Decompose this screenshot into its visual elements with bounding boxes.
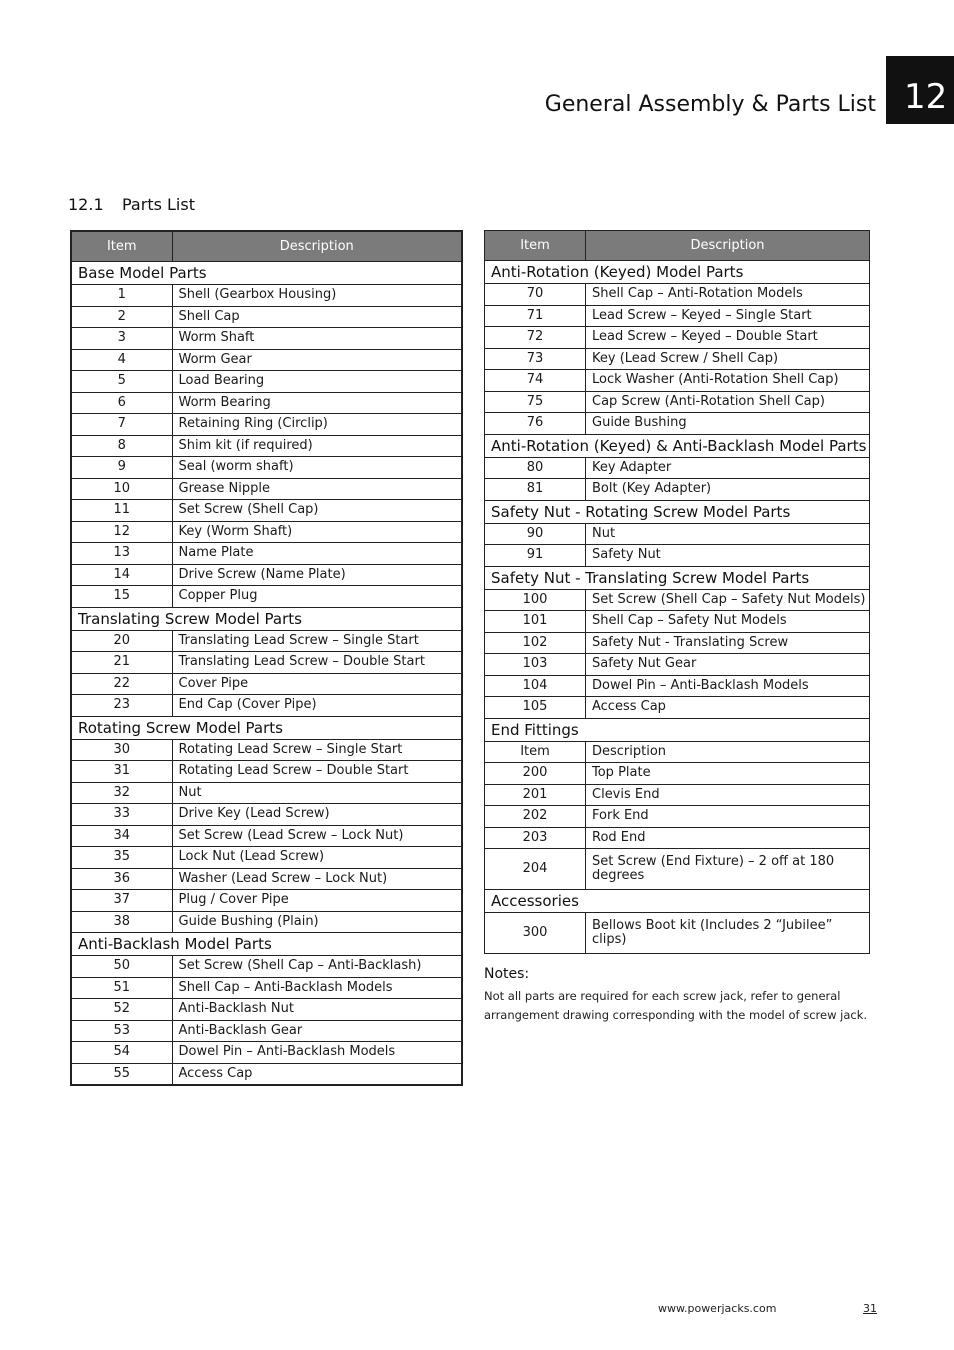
table-header-row — [71, 231, 462, 262]
group-header-row — [71, 716, 462, 739]
item-description: Copper Plug — [172, 586, 462, 608]
table-row — [485, 763, 870, 785]
table-row — [485, 784, 870, 806]
table-row — [71, 695, 462, 717]
item-description: Anti-Backlash Nut — [172, 999, 462, 1021]
item-number: 9 — [71, 457, 172, 479]
item-number: 104 — [485, 675, 586, 697]
item-number: 76 — [485, 413, 586, 435]
group-header-row — [485, 566, 870, 589]
item-description: Shell (Gearbox Housing) — [172, 285, 462, 307]
table-row — [485, 327, 870, 349]
item-description: Access Cap — [172, 1063, 462, 1085]
item-description: Drive Screw (Name Plate) — [172, 564, 462, 586]
item-description: Bellows Boot kit (Includes 2 “Jubilee” clips) — [586, 913, 870, 954]
item-description: Shell Cap – Safety Nut Models — [586, 611, 870, 633]
item-description: Cap Screw (Anti-Rotation Shell Cap) — [586, 391, 870, 413]
item-number: 101 — [485, 611, 586, 633]
parts-table-right — [484, 230, 870, 954]
item-description: Description — [586, 741, 870, 763]
item-description: Set Screw (Shell Cap – Safety Nut Models) — [586, 589, 870, 611]
item-description: Lock Washer (Anti-Rotation Shell Cap) — [586, 370, 870, 392]
item-description: Set Screw (Lead Screw – Lock Nut) — [172, 825, 462, 847]
table-row — [485, 697, 870, 719]
item-number: 20 — [71, 630, 172, 652]
item-number: 34 — [71, 825, 172, 847]
table-row — [71, 1042, 462, 1064]
item-number: 32 — [71, 782, 172, 804]
item-number: 71 — [485, 305, 586, 327]
table-row — [71, 868, 462, 890]
table-row — [485, 675, 870, 697]
item-description: Key (Lead Screw / Shell Cap) — [586, 348, 870, 370]
item-description: Plug / Cover Pipe — [172, 890, 462, 912]
group-title: Anti-Rotation (Keyed) Model Parts — [485, 261, 870, 284]
table-row — [485, 370, 870, 392]
section-number: 12.1 — [68, 195, 104, 214]
description-column-header: Description — [586, 231, 870, 261]
table-row — [485, 305, 870, 327]
item-number: 22 — [71, 673, 172, 695]
item-description: Name Plate — [172, 543, 462, 565]
table-row — [71, 847, 462, 869]
item-number: 3 — [71, 328, 172, 350]
table-row — [71, 392, 462, 414]
item-number: 1 — [71, 285, 172, 307]
page-number: 31 — [863, 1302, 877, 1315]
table-row — [71, 977, 462, 999]
item-description: Worm Shaft — [172, 328, 462, 350]
item-number: 203 — [485, 827, 586, 849]
table-row — [71, 371, 462, 393]
table-row — [71, 673, 462, 695]
item-number: 81 — [485, 479, 586, 501]
table-row — [485, 284, 870, 306]
item-description: Drive Key (Lead Screw) — [172, 804, 462, 826]
item-number: 53 — [71, 1020, 172, 1042]
notes-text: Not all parts are required for each screw jack, refer to general arrangement drawing corresponding with the model of screw jack. — [484, 989, 868, 1022]
item-description: Dowel Pin – Anti-Backlash Models — [172, 1042, 462, 1064]
table-row — [485, 806, 870, 828]
item-number: 12 — [71, 521, 172, 543]
table-row — [71, 999, 462, 1021]
table-row — [485, 413, 870, 435]
item-description: Worm Gear — [172, 349, 462, 371]
item-description: Nut — [172, 782, 462, 804]
item-description: Translating Lead Screw – Single Start — [172, 630, 462, 652]
item-number: 201 — [485, 784, 586, 806]
group-header-row — [485, 890, 870, 913]
item-description: Access Cap — [586, 697, 870, 719]
item-number: 50 — [71, 956, 172, 978]
chapter-tab — [886, 56, 954, 124]
item-description: Top Plate — [586, 763, 870, 785]
item-description: Lead Screw – Keyed – Single Start — [586, 305, 870, 327]
item-number: 35 — [71, 847, 172, 869]
item-description: Safety Nut - Translating Screw — [586, 632, 870, 654]
item-description: Seal (worm shaft) — [172, 457, 462, 479]
table-row — [485, 523, 870, 545]
group-title: Safety Nut - Translating Screw Model Parts — [485, 566, 870, 589]
table-row — [71, 349, 462, 371]
table-row — [71, 586, 462, 608]
item-number: 10 — [71, 478, 172, 500]
table-row — [71, 804, 462, 826]
table-row — [71, 761, 462, 783]
item-number: 105 — [485, 697, 586, 719]
table-row — [71, 956, 462, 978]
item-description: End Cap (Cover Pipe) — [172, 695, 462, 717]
item-number: 33 — [71, 804, 172, 826]
table-row — [485, 348, 870, 370]
item-description: Shell Cap – Anti-Rotation Models — [586, 284, 870, 306]
item-number: 70 — [485, 284, 586, 306]
item-number: 23 — [71, 695, 172, 717]
group-title: Safety Nut - Rotating Screw Model Parts — [485, 500, 870, 523]
item-description: Lead Screw – Keyed – Double Start — [586, 327, 870, 349]
table-row — [71, 543, 462, 565]
group-header-row — [485, 434, 870, 457]
item-number: 38 — [71, 911, 172, 933]
notes-title: Notes: — [484, 966, 530, 982]
item-description: Shell Cap – Anti-Backlash Models — [172, 977, 462, 999]
item-number: 37 — [71, 890, 172, 912]
item-number: 91 — [485, 545, 586, 567]
item-description: Washer (Lead Screw – Lock Nut) — [172, 868, 462, 890]
chapter-number: 12 — [904, 77, 948, 117]
item-number: 51 — [71, 977, 172, 999]
table-row — [71, 1020, 462, 1042]
item-number: 36 — [71, 868, 172, 890]
item-description: Guide Bushing (Plain) — [172, 911, 462, 933]
table-row — [71, 652, 462, 674]
group-title: Anti-Rotation (Keyed) & Anti-Backlash Model Parts — [485, 434, 870, 457]
group-title: Rotating Screw Model Parts — [71, 716, 462, 739]
group-title: Base Model Parts — [71, 262, 462, 285]
item-description: Worm Bearing — [172, 392, 462, 414]
item-number: 55 — [71, 1063, 172, 1085]
group-header-row — [71, 933, 462, 956]
table-row — [71, 1063, 462, 1085]
table-row — [71, 630, 462, 652]
item-description: Translating Lead Screw – Double Start — [172, 652, 462, 674]
item-description: Nut — [586, 523, 870, 545]
item-number: 200 — [485, 763, 586, 785]
table-row — [71, 285, 462, 307]
item-number: 54 — [71, 1042, 172, 1064]
group-header-row — [485, 500, 870, 523]
item-description: Safety Nut Gear — [586, 654, 870, 676]
description-column-header: Description — [172, 231, 462, 262]
item-description: Shell Cap — [172, 306, 462, 328]
item-description: Anti-Backlash Gear — [172, 1020, 462, 1042]
table-row — [485, 457, 870, 479]
table-row — [485, 913, 870, 954]
parts-table-left — [70, 230, 463, 1086]
table-row — [485, 849, 870, 890]
item-number: 73 — [485, 348, 586, 370]
table-row — [71, 739, 462, 761]
item-number: 102 — [485, 632, 586, 654]
item-number: 300 — [485, 913, 586, 954]
item-number: 8 — [71, 435, 172, 457]
table-row — [71, 825, 462, 847]
item-number: 74 — [485, 370, 586, 392]
group-title: End Fittings — [485, 718, 870, 741]
table-row — [71, 328, 462, 350]
item-description: Load Bearing — [172, 371, 462, 393]
item-number: 90 — [485, 523, 586, 545]
group-title: Anti-Backlash Model Parts — [71, 933, 462, 956]
item-description: Rotating Lead Screw – Single Start — [172, 739, 462, 761]
item-number: 30 — [71, 739, 172, 761]
table-row — [485, 479, 870, 501]
table-row — [71, 457, 462, 479]
item-description: Cover Pipe — [172, 673, 462, 695]
item-description: Dowel Pin – Anti-Backlash Models — [586, 675, 870, 697]
table-header-row — [485, 231, 870, 261]
item-number: 6 — [71, 392, 172, 414]
item-column-header: Item — [485, 231, 586, 261]
item-description: Set Screw (End Fixture) – 2 off at 180 degrees — [586, 849, 870, 890]
table-row — [71, 478, 462, 500]
group-title: Translating Screw Model Parts — [71, 607, 462, 630]
item-number: 202 — [485, 806, 586, 828]
group-header-row — [71, 607, 462, 630]
table-row — [71, 782, 462, 804]
item-column-header: Item — [71, 231, 172, 262]
item-description: Lock Nut (Lead Screw) — [172, 847, 462, 869]
item-description: Set Screw (Shell Cap – Anti-Backlash) — [172, 956, 462, 978]
item-description: Fork End — [586, 806, 870, 828]
item-number: 100 — [485, 589, 586, 611]
item-number: 21 — [71, 652, 172, 674]
table-row — [71, 414, 462, 436]
item-description: Bolt (Key Adapter) — [586, 479, 870, 501]
item-description: Grease Nipple — [172, 478, 462, 500]
item-description: Key Adapter — [586, 457, 870, 479]
footer-url[interactable]: www.powerjacks.com — [658, 1302, 777, 1315]
item-description: Rod End — [586, 827, 870, 849]
item-number: 80 — [485, 457, 586, 479]
item-number: 11 — [71, 500, 172, 522]
item-number: 7 — [71, 414, 172, 436]
table-row — [485, 827, 870, 849]
table-row — [71, 564, 462, 586]
item-number: 52 — [71, 999, 172, 1021]
table-row — [485, 632, 870, 654]
item-number: 204 — [485, 849, 586, 890]
item-description: Guide Bushing — [586, 413, 870, 435]
table-row — [485, 589, 870, 611]
group-title: Accessories — [485, 890, 870, 913]
table-row — [485, 654, 870, 676]
item-number: 31 — [71, 761, 172, 783]
table-row — [71, 911, 462, 933]
item-description: Shim kit (if required) — [172, 435, 462, 457]
item-number: 2 — [71, 306, 172, 328]
item-description: Safety Nut — [586, 545, 870, 567]
table-row — [71, 435, 462, 457]
group-header-row — [485, 261, 870, 284]
table-row — [71, 890, 462, 912]
item-number: 72 — [485, 327, 586, 349]
item-number: Item — [485, 741, 586, 763]
table-row — [485, 391, 870, 413]
group-header-row — [71, 262, 462, 285]
item-description: Retaining Ring (Circlip) — [172, 414, 462, 436]
item-number: 4 — [71, 349, 172, 371]
item-description: Rotating Lead Screw – Double Start — [172, 761, 462, 783]
item-number: 5 — [71, 371, 172, 393]
table-row — [485, 611, 870, 633]
item-description: Set Screw (Shell Cap) — [172, 500, 462, 522]
item-number: 14 — [71, 564, 172, 586]
section-title: Parts List — [122, 195, 195, 214]
item-description: Key (Worm Shaft) — [172, 521, 462, 543]
item-number: 75 — [485, 391, 586, 413]
page-header-title: General Assembly & Parts List — [544, 92, 876, 117]
item-description: Clevis End — [586, 784, 870, 806]
table-row — [71, 500, 462, 522]
table-row — [71, 521, 462, 543]
item-number: 103 — [485, 654, 586, 676]
parts-table-left-body — [71, 262, 462, 1086]
item-number: 15 — [71, 586, 172, 608]
group-header-row — [485, 718, 870, 741]
parts-table-right-body — [485, 261, 870, 954]
table-row — [71, 306, 462, 328]
table-row — [485, 545, 870, 567]
table-row — [485, 741, 870, 763]
item-number: 13 — [71, 543, 172, 565]
